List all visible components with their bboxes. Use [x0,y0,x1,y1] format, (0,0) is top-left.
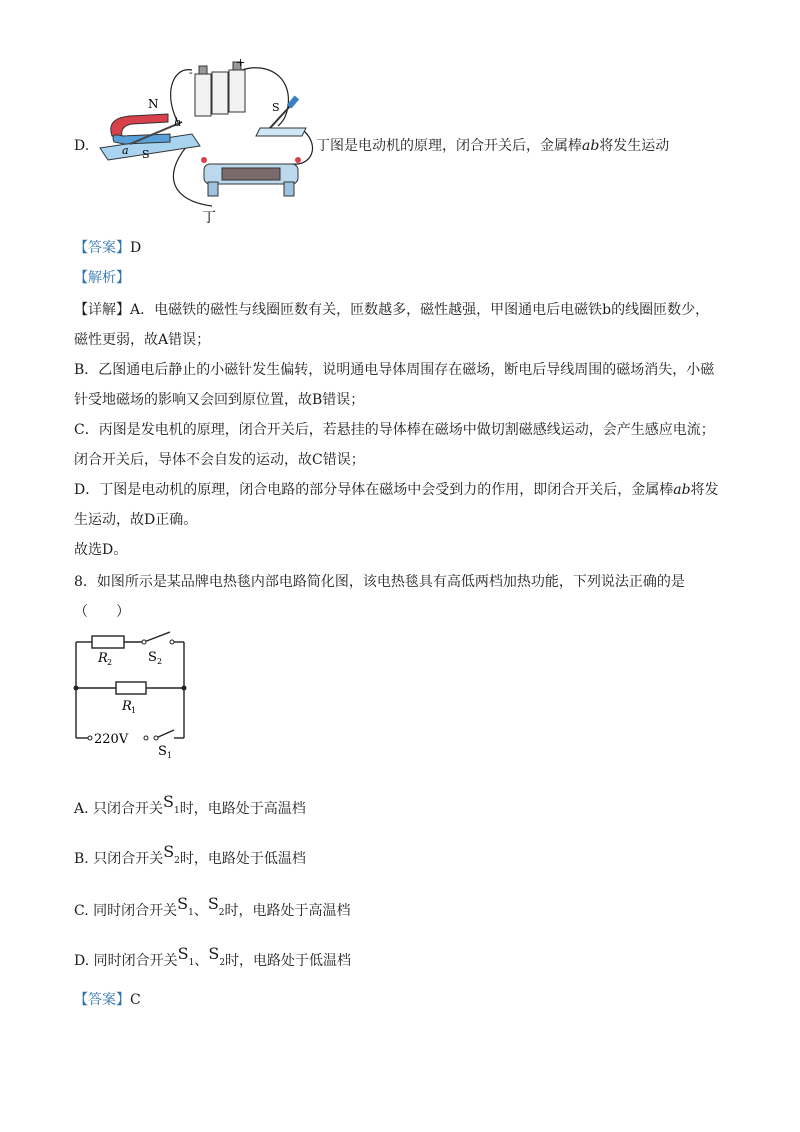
detail-line-5: C．丙图是发电机的原理，闭合开关后，若悬挂的导体棒在磁场中做切割磁感线运动，会产生感应电流； [74,422,715,438]
svg-text:S: S [158,744,167,759]
svg-text:b: b [174,116,182,129]
svg-text:丁: 丁 [202,210,216,226]
detail-line-8: 生运动，故D正确。 [74,512,198,528]
battery-icon [195,62,245,116]
option-a: A. 只闭合开关$S_1$时，电路处于高温档 [74,792,306,817]
motor-principle-figure [92,56,322,236]
svg-text:N: N [148,97,159,111]
detail-line-1: 【详解】A．电磁铁的磁性与线圈匝数有关，匝数越多，磁性越强，甲图通电后电磁铁b的线圈匝数少， [74,302,710,318]
question-8-stem: 8．如图所示是某品牌电热毯内部电路简化图，该电热毯具有高低两档加热功能，下列说法正确的是 [74,574,685,590]
option-d-q8: D. 同时闭合开关$S_1$、$S_2$时，电路处于低温档 [74,944,352,969]
svg-text:R: R [98,651,108,666]
option-c: C. 同时闭合开关$S_1$、$S_2$时，电路处于高温档 [74,894,351,919]
option-d-caption: 丁图是电动机的原理，闭合开关后，金属棒ab将发生运动 [316,138,670,154]
svg-text:220V: 220V [94,732,129,747]
detail-line-4: 针受地磁场的影响又会回到原位置，故B错误； [74,392,365,408]
svg-text:2: 2 [107,658,113,667]
svg-text:1: 1 [167,751,173,760]
svg-text:R: R [122,699,132,714]
circuit-diagram [70,630,200,760]
question-8-paren: （ ） [74,604,130,620]
svg-text:+: + [236,56,246,69]
svg-text:S: S [272,101,280,114]
switch-icon [256,95,306,136]
option-b: B. 只闭合开关$S_2$时，电路处于低温档 [74,842,306,867]
svg-text:S: S [148,650,157,665]
svg-text:-: - [189,66,193,79]
detail-line-3: B．乙图通电后静止的小磁针发生偏转，说明通电导体周围存在磁场，断电后导线周围的磁场消失，小磁 [74,362,715,378]
detail-line-6: 闭合开关后，导体不会自发的运动，故C错误； [74,452,365,468]
svg-text:1: 1 [131,706,137,715]
detail-line-2: 磁性更弱，故A错误； [74,332,211,348]
svg-text:a: a [122,144,129,157]
detail-conclusion: 故选D。 [74,542,128,558]
option-d-letter: D. [74,138,90,154]
analysis-7: 【解析】 [74,270,130,286]
svg-text:S: S [142,148,150,161]
svg-text:2: 2 [157,657,163,666]
detail-line-7: D．丁图是电动机的原理，闭合电路的部分导体在磁场中会受到力的作用，即闭合开关后，金属棒ab将发 [74,482,719,498]
answer-7: 【答案】D [74,240,142,256]
rheostat-icon [201,157,301,196]
answer-8: 【答案】C [74,992,141,1008]
